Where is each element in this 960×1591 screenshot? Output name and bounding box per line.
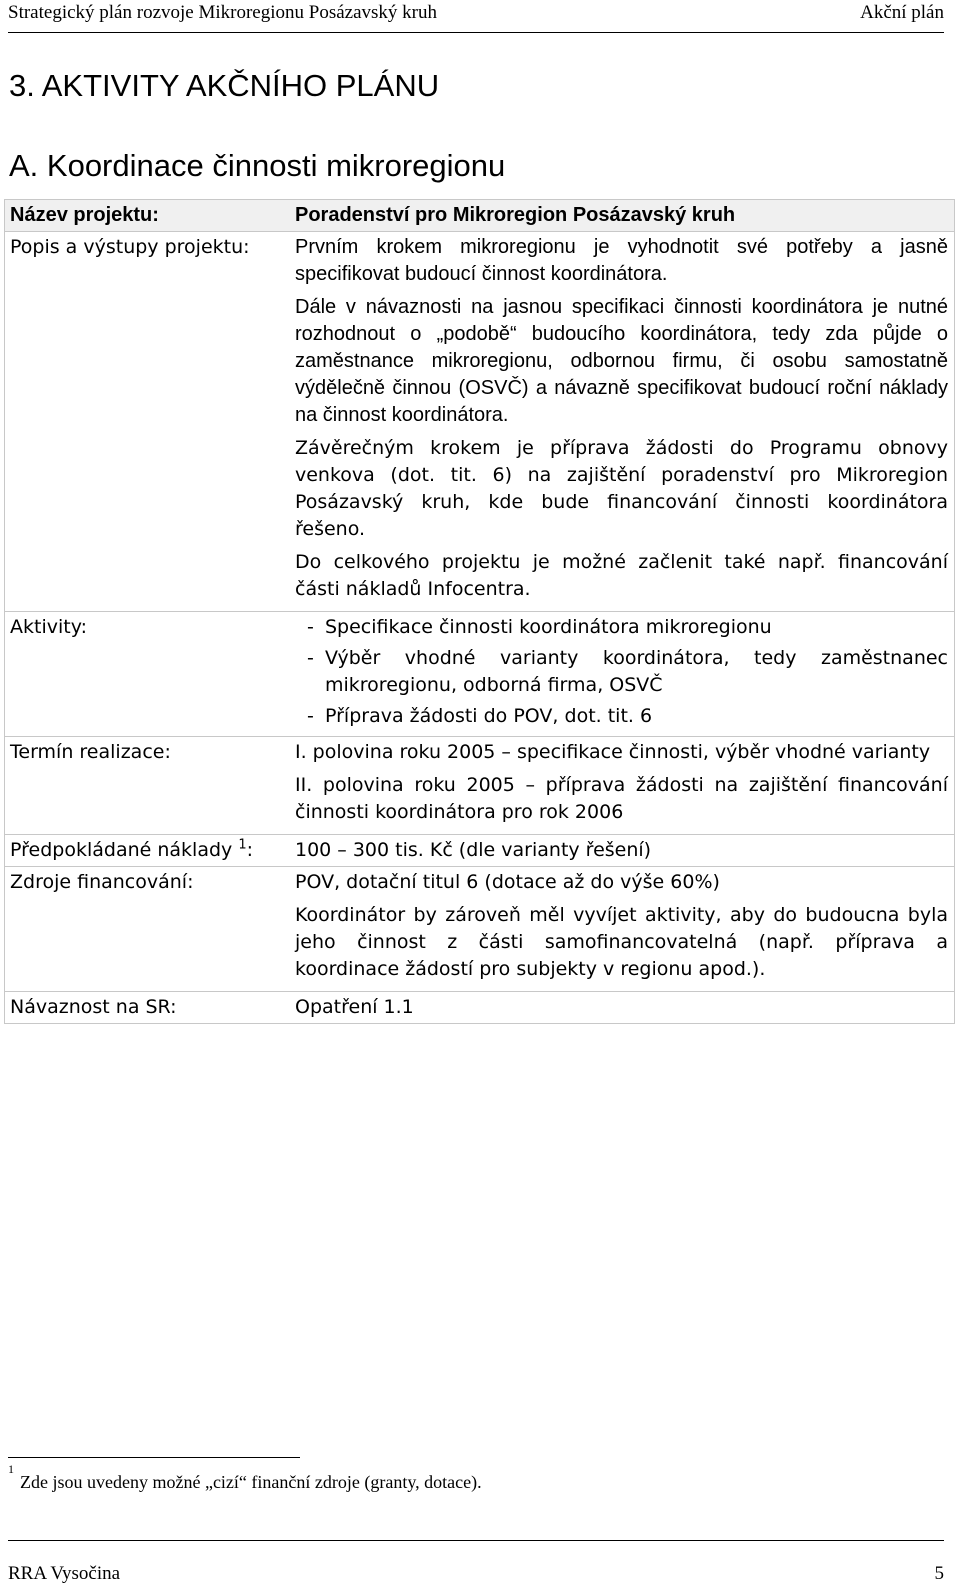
label-term: Termín realizace:	[10, 741, 171, 763]
footnote-text: Zde jsou uvedeny možné „cizí“ finanční zdroje (granty, dotace).	[20, 1472, 482, 1492]
description-paragraph: Závěrečným krokem je příprava žádosti do Programu obnovy venkova (dot. tit. 6) na zajištění poradenství pro Mikroregion Posázavský kruh, kde bude financování činnosti koordinátora řešeno.	[295, 437, 948, 540]
header-document-title: Strategický plán rozvoje Mikroregionu Posázavský kruh	[8, 2, 437, 23]
row-costs	[5, 835, 955, 867]
label-strategy-link: Návaznost na SR:	[10, 996, 177, 1018]
footer-organization: RRA Vysočina	[8, 1563, 121, 1584]
label-project-name: Název projektu:	[5, 200, 290, 232]
footnote-reference: 1	[238, 837, 247, 853]
funding-paragraph: POV, dotační titul 6 (dotace až do výše 60%)	[295, 871, 720, 893]
costs-label-colon: :	[246, 839, 254, 861]
footnote-mark: 1	[8, 1462, 14, 1476]
label-description: Popis a výstupy projektu:	[10, 236, 250, 258]
costs-label-text: Předpokládané náklady	[10, 839, 233, 861]
value-project-name: Poradenství pro Mikroregion Posázavský kruh	[289, 200, 955, 232]
label-costs	[5, 835, 290, 867]
description-paragraph: Prvním krokem mikroregionu je vyhodnotit své potřeby a jasně specifikovat budoucí činnost koordinátora.	[295, 236, 948, 285]
value-funding	[289, 867, 955, 992]
description-paragraph: Do celkového projektu je možné začlenit také např. financování části nákladů Infocentra.	[295, 551, 948, 600]
value-activities	[289, 612, 955, 737]
row-description	[5, 232, 955, 612]
value-strategy-link: Opatření 1.1	[295, 996, 414, 1018]
page-header	[8, 0, 944, 33]
value-description	[289, 232, 955, 612]
row-term	[5, 737, 955, 835]
subsection-title: A. Koordinace činnosti mikroregionu	[9, 148, 506, 183]
project-table	[4, 199, 955, 1024]
page-number: 5	[934, 1563, 944, 1584]
term-paragraph: II. polovina roku 2005 – příprava žádosti na zajištění financování činnosti koordinátora pro rok 2006	[295, 774, 948, 823]
row-strategy-link	[5, 992, 955, 1024]
header-section-name: Akční plán	[860, 2, 944, 23]
activities-list	[295, 614, 948, 730]
value-term	[289, 737, 955, 835]
section-title: 3. AKTIVITY AKČNÍHO PLÁNU	[9, 68, 440, 103]
footnote-divider	[8, 1457, 300, 1458]
activity-item: - Specifikace činnosti koordinátora mikroregionu	[295, 614, 948, 641]
label-funding: Zdroje financování:	[10, 871, 194, 893]
activity-item: - Příprava žádosti do POV, dot. tit. 6	[295, 703, 948, 730]
term-paragraph: I. polovina roku 2005 – specifikace činnosti, výběr vhodné varianty	[295, 741, 931, 763]
row-project-name	[5, 200, 955, 232]
footnote	[8, 1462, 908, 1495]
description-paragraph: Dále v návaznosti na jasnou specifikaci činnosti koordinátora je nutné rozhodnout o „podobě“ budoucího koordinátora, tedy zda půjde o zaměstnance mikroregionu, odbornou firmu, či osobu samostatně výdělečně činnou (OSVČ) a návazně specifikovat budoucí roční náklady na činnost koordinátora.	[295, 296, 948, 426]
label-activities: Aktivity:	[10, 616, 87, 638]
value-costs: 100 – 300 tis. Kč (dle varianty řešení)	[295, 839, 652, 861]
activity-item: - Výběr vhodné varianty koordinátora, tedy zaměstnanec mikroregionu, odborná firma, OSVČ	[295, 645, 948, 699]
row-activities	[5, 612, 955, 737]
row-funding	[5, 867, 955, 992]
funding-paragraph: Koordinátor by zároveň měl vyvíjet aktivity, aby do budoucna byla jeho činnost z části samofinancovatelná (např. příprava a koordinace žádostí pro subjekty v regionu apod.).	[295, 904, 948, 980]
page-footer	[8, 1540, 944, 1590]
